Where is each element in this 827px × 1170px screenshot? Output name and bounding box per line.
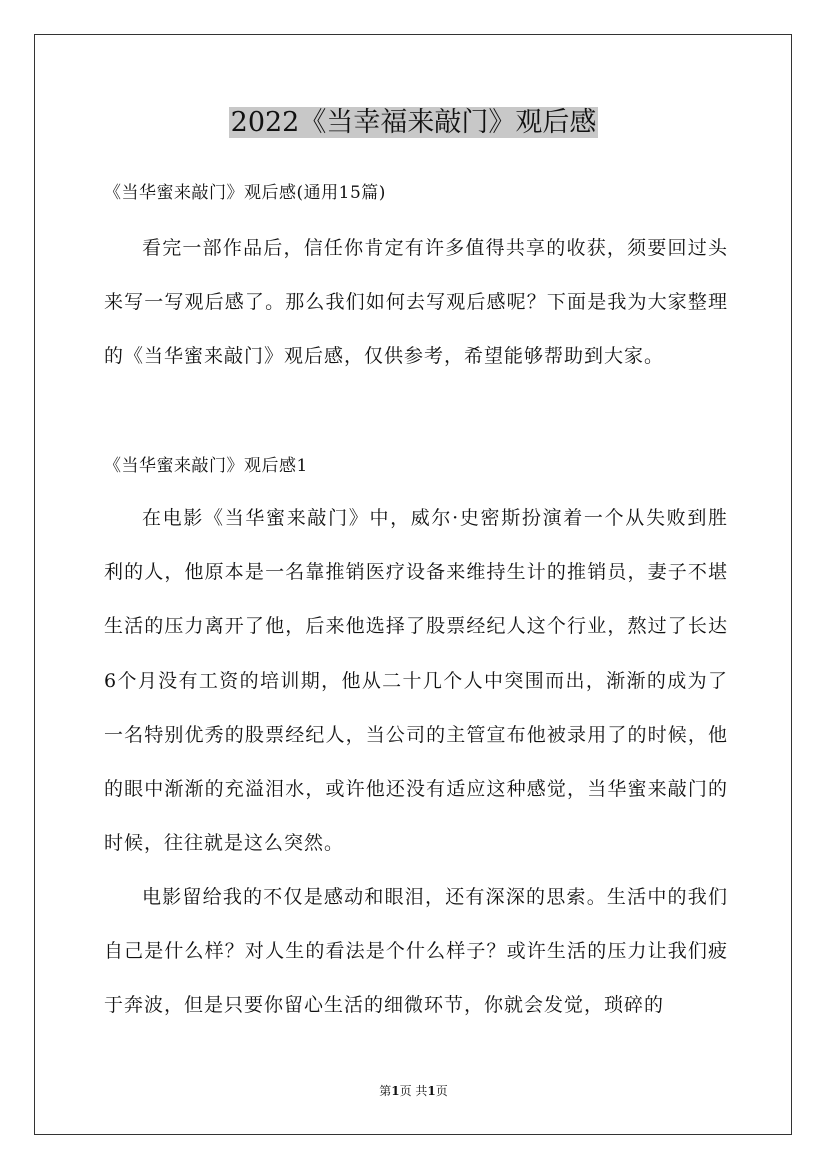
section1-paragraph-1: 在电影《当华蜜来敲门》中，威尔·史密斯扮演着一个从失败到胜利的人，他原本是一名靠推销医疗设备来维持生计的推销员，妻子不堪生活的压力离开了他，后来他选择了股票经纪人这个行业，熬过了长达6个月没有工资的培训期，他从二十几个人中突围而出，渐渐的成为了一名特别优秀的股票经纪人，当公司的主管宣布他被录用了的时候，他的眼中渐渐的充溢泪水，或许他还没有适应这种感觉，当华蜜来敲门的时候，往往就是这么突然。: [104, 507, 728, 855]
document-title-text: 2022《当幸福来敲门》观后感: [230, 107, 597, 138]
document-subtitle: 《当华蜜来敲门》观后感(通用15篇): [104, 183, 386, 203]
footer-mid: 页 共: [399, 1084, 428, 1098]
section-heading-1: 《当华蜜来敲门》观后感1: [104, 456, 308, 476]
footer-page-current: 1: [391, 1084, 400, 1098]
section1-paragraph-2: 电影留给我的不仅是感动和眼泪，还有深深的思索。生活中的我们自己是什么样？对人生的看法是个什么样子？或许生活的压力让我们疲于奔波，但是只要你留心生活的细微环节，你就会发觉，琐碎的: [104, 886, 728, 1017]
footer-page-total: 1: [427, 1084, 436, 1098]
document-title: [0, 104, 827, 142]
footer-prefix: 第: [379, 1084, 392, 1098]
footer-suffix: 页: [435, 1084, 448, 1098]
intro-paragraph: 看完一部作品后，信任你肯定有许多值得共享的收获，须要回过头来写一写观后感了。那么我们如何去写观后感呢？下面是我为大家整理的《当华蜜来敲门》观后感，仅供参考，希望能够帮助到大家。: [104, 237, 728, 368]
page-footer: [0, 1082, 827, 1100]
